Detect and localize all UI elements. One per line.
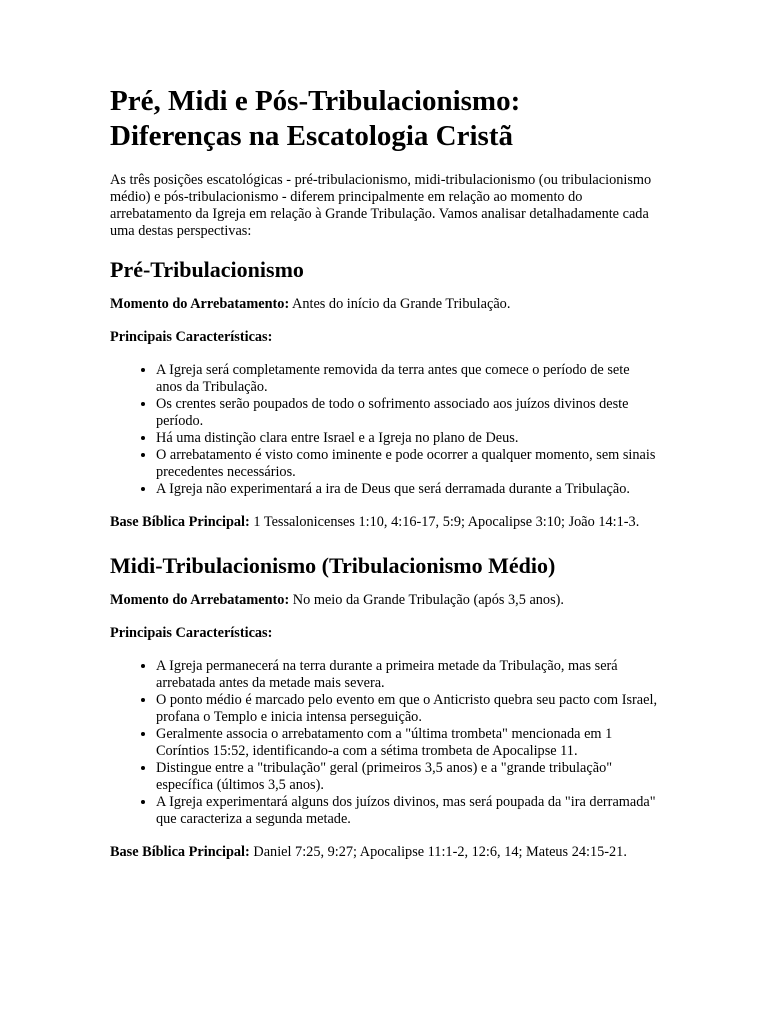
page-title — [110, 84, 658, 154]
list-item: • A Igreja permanecerá na terra durante a primeira metade da Tribulação, mas será arrebatada antes da metade mais severa. — [156, 658, 658, 692]
list-item: • A Igreja experimentará alguns dos juízos divinos, mas será poupada da "ira derramada" que caracteriza a segunda metade. — [156, 794, 658, 828]
features-list — [110, 362, 658, 498]
list-item: • Os crentes serão poupados de todo o sofrimento associado aos juízos divinos deste período. — [156, 396, 658, 430]
section-heading: Pré-Tribulacionismo — [110, 257, 304, 282]
list-item: • A Igreja não experimentará a ira de Deus que será derramada durante a Tribulação. — [156, 481, 658, 498]
intro-paragraph: As três posições escatológicas - pré-tribulacionismo, midi-tribulacionismo (ou tribulacionismo médio) e pós-tribulacionismo - diferem principalmente em relação ao momento do arrebatamento da Igreja em relação à Grande Tribulação. Vamos analisar detalhadamente cada uma destas perspectivas: — [110, 172, 652, 239]
basis-text: 1 Tessalonicenses 1:10, 4:16-17, 5:9; Apocalipse 3:10; João 14:1-3. — [249, 514, 640, 530]
list-item: • Distingue entre a "tribulação" geral (primeiros 3,5 anos) e a "grande tribulação" específica (últimos 3,5 anos). — [156, 760, 658, 794]
basis-paragraph — [110, 514, 658, 531]
section-pre-tribulacionismo — [110, 257, 658, 531]
moment-paragraph — [110, 592, 658, 609]
list-item: • Há uma distinção clara entre Israel e a Igreja no plano de Deus. — [156, 430, 658, 447]
features-list — [110, 658, 658, 828]
basis-label: Base Bíblica Principal: — [110, 514, 250, 530]
list-item: • O ponto médio é marcado pelo evento em que o Anticristo quebra seu pacto com Israel, profana o Templo e inicia intensa perseguição. — [156, 692, 658, 726]
moment-label: Momento do Arrebatamento: — [110, 592, 290, 608]
features-label: Principais Características: — [110, 329, 273, 345]
moment-text: No meio da Grande Tribulação (após 3,5 anos). — [289, 592, 564, 608]
features-label: Principais Características: — [110, 625, 273, 641]
moment-paragraph — [110, 296, 658, 313]
basis-paragraph — [110, 844, 658, 861]
title-line-2: Diferenças na Escatologia Cristã — [110, 120, 513, 152]
moment-text: Antes do início da Grande Tribulação. — [289, 296, 511, 312]
moment-label: Momento do Arrebatamento: — [110, 296, 290, 312]
basis-text: Daniel 7:25, 9:27; Apocalipse 11:1-2, 12:6, 14; Mateus 24:15-21. — [249, 844, 627, 860]
list-item: • A Igreja será completamente removida da terra antes que comece o período de sete anos da Tribulação. — [156, 362, 658, 396]
section-heading: Midi-Tribulacionismo (Tribulacionismo Médio) — [110, 553, 556, 578]
title-line-1: Pré, Midi e Pós-Tribulacionismo: — [110, 85, 521, 117]
basis-label: Base Bíblica Principal: — [110, 844, 250, 860]
list-item: • O arrebatamento é visto como iminente e pode ocorrer a qualquer momento, sem sinais precedentes necessários. — [156, 447, 658, 481]
list-item: • Geralmente associa o arrebatamento com a "última trombeta" mencionada em 1 Coríntios 15:52, identificando-a com a sétima trombeta de Apocalipse 11. — [156, 726, 658, 760]
section-midi-tribulacionismo — [110, 553, 658, 861]
